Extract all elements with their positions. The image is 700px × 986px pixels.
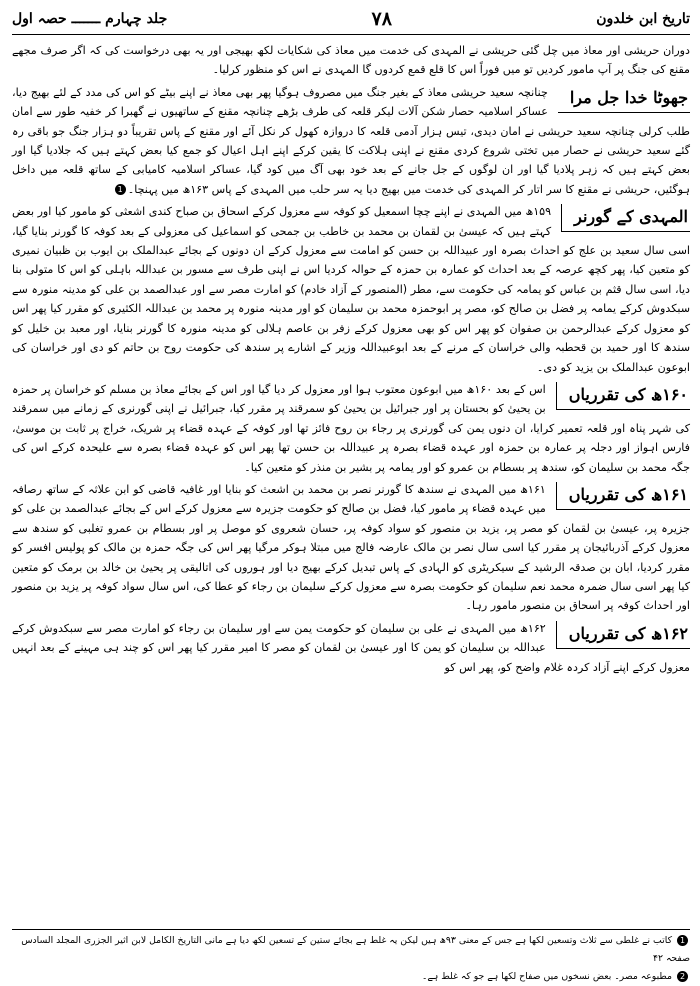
footnote-text: مطبوعہ مصر۔ بعض نسخوں میں صفاح لکھا ہے جو کہ غلط ہے۔ <box>421 971 673 982</box>
paragraph-text: اس کے بعد ۱۶۰ھ میں ابوعون معتوب ہوا اور معزول کر دیا گیا اور اس کے بجائے معاذ بن مسلم کو خراسان پر حمزہ بن یحییٰ کو بحستان پر اور جبرائیل بن یحییٰ کو سمرقند پر مقرر کیا، جبرائیل نے اپنی گورنری کے زمانے میں سمرقند کی شہر پناہ اور قلعہ تعمیر کرایا، ان دنوں یمن کی گورنری پر رجاء بن روح فائز تھا اور کوفہ کے عہدہ قضاء پر شریک، خراج پر ثابت بن موسیٰ، فارس اہواز اور دجلہ پر عمارہ بن حمزہ اور عہدہ قضاء بصرہ پر عبیداللہ بن حسن تھا پھر اس کو عہدہ قضاء بصرہ سے علیحدہ کرکے اس کی جگہ محمد بن سلیمان کو، سندھ پر بسطام بن عمرو کو اور یمامہ پر بشیر بن منذر کو متعین کیا۔ <box>12 382 690 474</box>
section-appointments-161 <box>12 480 690 616</box>
paragraph-body: چنانچہ سعید حریشی معاذ کے بغیر جنگ میں مصروف ہوگیا پھر بھی معاذ نے اپنے بیٹے کو اس کی مدد کے لئے بھیج دیا، عساکر اسلامیہ حصار شکن آلات لیکر قلعہ کی طرف بڑھے چنانچہ مقنع کے ساتھیوں نے گھبرا کر خفیہ طور سے امان طلب کرلی چنانچہ سعید حریشی نے امان دیدی، تیس ہزار آدمی قلعہ کا دروازہ کھول کر نکل آئے اور مقنع کے پاس تقریباً دو ہزار جنگ جو باقی رہ گئے سعید حریشی نے حصار میں تختی شروع کردی مقنع نے اپنی ہلاکت کا یقین کرکے اپنے اہل اعیال کو جمع کیا بعض کہتے ہیں کہ جلادیا گیا اور بعض کہتے ہیں کہ زہر پلادیا گیا اور ان لوگوں کے جل جانے کے بعد خود بھی آگ میں کود گیا، عساکر اسلامیہ کامیابی کے ساتھ قلعہ میں داخل ہوگئیں، حریشی نے مقنع کا سر اتار کر المہدی کی خدمت میں بھیج دیا یہ سر حلب میں المہدی کے پاس ۱۶۳ھ میں پہنچا۔ <box>12 85 690 196</box>
section-heading: ۱۶۰ھ کی تقرریاں <box>556 382 690 410</box>
header-rule <box>12 34 690 35</box>
section-governors <box>12 202 690 377</box>
paragraph-text: ۱۶۲ھ میں المہدی نے علی بن سلیمان کو حکومت یمن سے اور سلیمان بن رجاء کو امارت مصر سے سبکدوش کرکے عبداللہ بن سلیمان کو یمن کا اور عیسیٰ بن لقمان کو مصر کا امیر مقرر کیا پھر اس کو چند ہی مہینے کے بعد انہیں معزول کرکے اپنے آزاد کردہ غلام واضح کو، پھر اس کو <box>12 621 690 674</box>
footnote-item <box>12 968 690 986</box>
volume-label: جلد چہارم ـــــــ حصہ اول <box>12 11 168 27</box>
section-appointments-160 <box>12 380 690 477</box>
paragraph-text: ۱۶۱ھ میں المہدی نے سندھ کا گورنر نصر بن محمد بن اشعث کو بنایا اور غافیہ قاضی کو ابن علاثہ کے ساتھ رصافہ میں عہدہ قضاء پر مامور کیا، فضل بن صالح کو حکومت جزیرہ سے معزول کرکے اس کے بجائے عبدالصمد بن علی کو جزیرہ پر، عیسیٰ بن لقمان کو مصر پر، یزید بن منصور کو سواد کوفہ پر، حسان شعروی کو موصل پر اور بسطام بن عمرو تغلبی کو سندھ سے معزول کرکے آذربائیجان پر مقرر کیا اسی سال نصر بن مالک عارضہ فالج میں مبتلا ہوکر مرگیا پھر اس کی جگہ حمزہ بن مالک کو پولیس افسر کو مقرر کردیا، ابان بن صدقہ الرشید کے سیکریٹری کو الہادی کے پاس تبدیل کرکے بھیج دیا اور ہوروں کی اتالیقی پر یحییٰ بن خالد بن برمک کو متعین کیا پھر اسی سال ضمرہ محمد نعم سلیمان کو حکومت بصرہ سے معزول کرکے سلیمان بن رجاء کو عطا کی، اس سال سواد کوفہ پر یزید بن منصور اور احداث کوفہ پر اسحاق بن منصور مامور رہا۔ <box>12 482 690 613</box>
paragraph-text: دوران حریشی اور معاذ میں چل گئی حریشی نے المہدی کی خدمت میں معاذ کی شکایات لکھ بھیجی اور یہ بھی درخواست کی کہ اگر صرف مجھے مقنع کی جنگ پر آپ مامور کردیں تو میں فوراً اس کا قلع قمع کردوں گا المہدی نے اس کو منظور کرلیا۔ <box>12 44 690 77</box>
section-false-god <box>12 83 690 199</box>
footnote-rule <box>12 929 690 930</box>
footnote-marker: 1 <box>677 935 688 946</box>
page-body <box>12 38 690 677</box>
footnote-text: کاتب نے غلطی سے ثلاث وتسعین لکھا ہے جس کے معنی ۹۳ھ ہیں لیکن یہ غلط ہے بجائے ستین کے تسعین لکھ دیا ہے مانی التاریخ الکامل لابن اثیر الجزری المجلد السادس صفحہ ۴۲ <box>21 935 690 964</box>
footnotes <box>12 932 690 986</box>
page-number: ۷۸ <box>371 8 392 30</box>
page-header <box>12 6 690 32</box>
section-heading: المہدی کے گورنر <box>561 204 690 232</box>
section-heading: ۱۶۱ھ کی تقرریاں <box>556 482 690 510</box>
paragraph-text: ۱۵۹ھ میں المہدی نے اپنے چچا اسمعیل کو کوفہ سے معزول کرکے اسحاق بن صباح کندی اشعثی کو مامور کیا اور بعض کہتے ہیں کہ عیسیٰ بن لقمان بن محمد بن خاطب بن جمحی کو اسماعیل کی معزولی کے بعد کوفہ کا گورنر بنایا گیا، اسی سال سعید بن علج کو احداث بصرہ اور عبیداللہ بن حسن کو امامت سے معزول کرکے ان دونوں کے بجائے عبدالملک بن ایوب بن ظبیان نمیری کو متعین کیا، پھر کچھ عرصہ کے بعد احداث کو عمارہ بن حمزہ کے حوالہ کردیا اس نے اپنی طرف سے مسور بن عبداللہ باہلی کو اس کا متولی بنا دیا، اسی سال قثم بن عباس کو یمامہ کی حکومت سے، مطر (المنصور کے آزاد خادم) کو امارت مصر سے اور عبدالصمد بن علی کو مدینہ منورہ سے سبکدوش کرکے یمامہ پر فضل بن صالح کو، مصر پر ابوحمزہ محمد بن سلیمان کو اور مدینہ منورہ پر محمد بن عبداللہ الکثیری کو مقرر کیا پھر اس کو معزول کرکے عبدالرحمن بن صفوان کو پھر اس کو بھی معزول کرکے زفر بن عاصم ہلالی کو مدینہ منورہ کا گورنر بنایا، اور معبد بن خلیل کو سندھ کا اور حمید بن قحطبہ والی خراسان کے مرنے کے بعد ابوعبیداللہ وزیر کے اشارے پر سندھ کی حکومت روح بن حاتم کو دی اور خراسان کی ابوعون عبدالملک بن یزید کو دی۔ <box>12 205 690 374</box>
footnote-item <box>12 932 690 968</box>
section-appointments-162 <box>12 619 690 677</box>
section-heading: ۱۶۲ھ کی تقرریاں <box>556 621 690 649</box>
section-heading: جھوٹا خدا جل مرا <box>558 85 690 113</box>
book-title: تاریخ ابن خلدون <box>596 11 690 27</box>
paragraph-intro <box>12 41 690 80</box>
footnote-marker: 2 <box>677 971 688 982</box>
footnote-marker: 1 <box>115 184 126 195</box>
